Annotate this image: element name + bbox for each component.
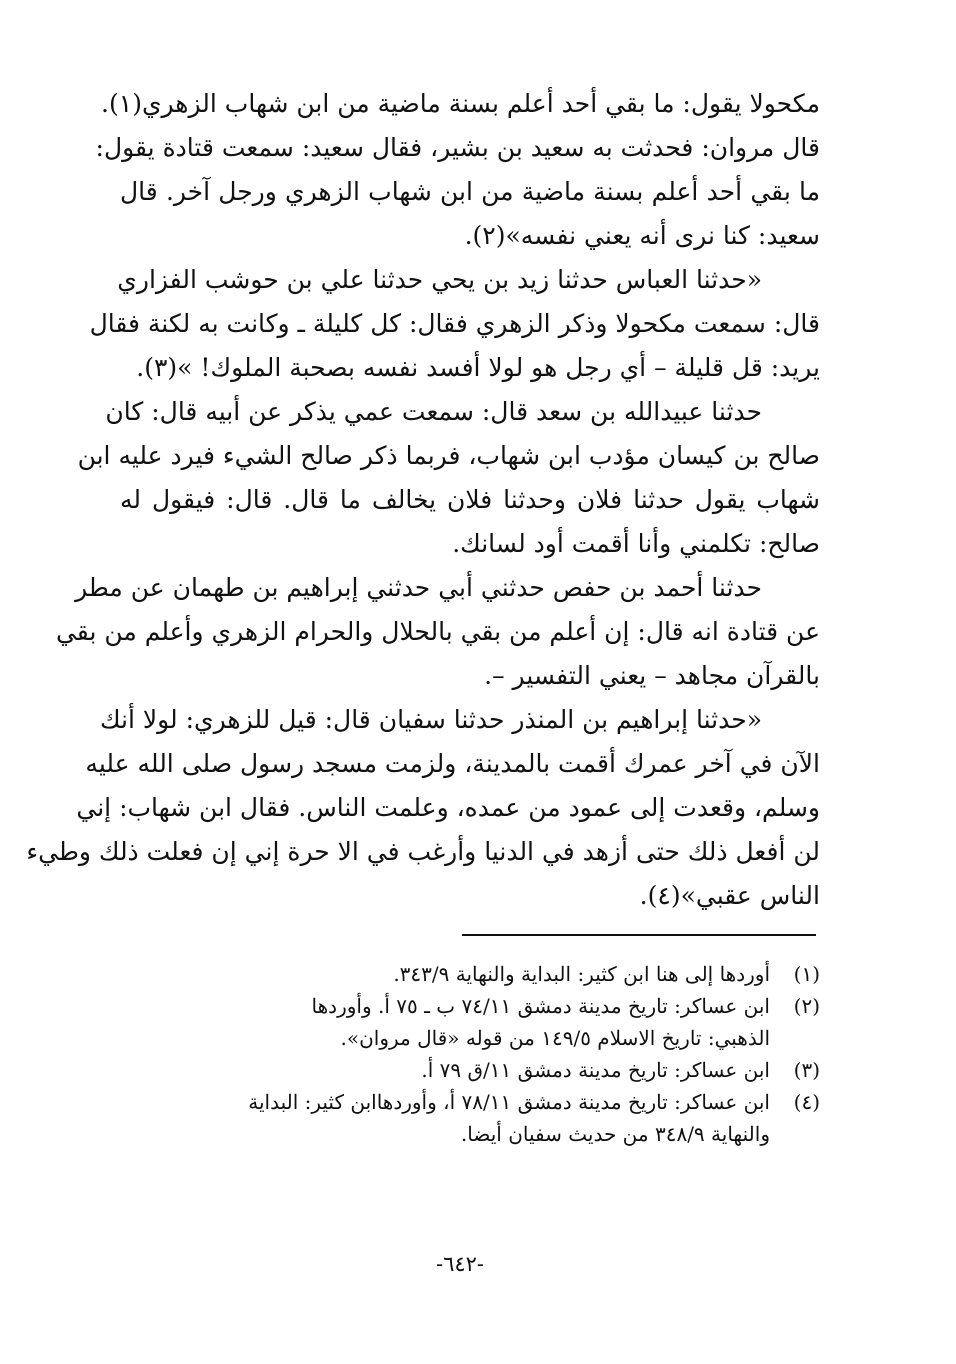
footnote-separator bbox=[462, 934, 816, 936]
main-text bbox=[26, 82, 820, 918]
text-line: ما بقي أحد أعلم بسنة ماضية من ابن شهاب الزهري ورجل آخر. قال bbox=[120, 177, 820, 206]
footnote-number: (١) bbox=[793, 962, 820, 986]
text-line: «حدثنا العباس حدثنا زيد بن يحي حدثنا علي بن حوشب الفزاري bbox=[117, 265, 762, 294]
text-line: عن قتادة انه قال: إن أعلم من بقي بالحلال والحرام الزهري وأعلم من بقي bbox=[55, 617, 820, 646]
footnote-line: ابن عساكر: تاريخ مدينة دمشق ٧٤/١١ ب ـ ٧٥ أ. وأوردها bbox=[311, 994, 770, 1018]
text-line: وسلم، وقعدت إلى عمود من عمده، وعلمت الناس. فقال ابن شهاب: إني bbox=[76, 793, 820, 822]
page-number: -٦٤٢- bbox=[435, 1252, 485, 1276]
footnote bbox=[150, 1086, 820, 1150]
footnote bbox=[150, 990, 820, 1054]
footnote-number: (٤) bbox=[793, 1090, 820, 1114]
text-line: يريد: قل قليلة – أي رجل هو لولا أفسد نفسه بصحبة الملوك! »(٣). bbox=[136, 353, 820, 382]
text-line: صالح: تكلمني وأنا أقمت أود لسانك. bbox=[452, 529, 820, 558]
footnotes bbox=[150, 958, 820, 1150]
footnote bbox=[150, 1054, 820, 1086]
footnote-text bbox=[150, 990, 770, 1054]
footnote-text bbox=[150, 1086, 770, 1150]
footnote-line: ابن عساكر: تاريخ مدينة دمشق ٧٨/١١ أ، وأوردهاابن كثير: البداية bbox=[248, 1090, 770, 1114]
text-line: صالح بن كيسان مؤدب ابن شهاب، فربما ذكر صالح الشيء فيرد عليه ابن bbox=[77, 441, 820, 470]
text-line: شهاب يقول حدثنا فلان وحدثنا فلان يخالف ما قال. قال: فيقول له bbox=[120, 485, 820, 514]
text-line: الآن في آخر عمرك أقمت بالمدينة، ولزمت مسجد رسول صلى الله عليه bbox=[85, 749, 820, 778]
text-line: بالقرآن مجاهد – يعني التفسير –. bbox=[484, 661, 820, 690]
footnote bbox=[150, 958, 820, 990]
text-line: مكحولا يقول: ما بقي أحد أعلم بسنة ماضية من ابن شهاب الزهري(١). bbox=[101, 89, 820, 118]
text-line: حدثنا عبيدالله بن سعد قال: سمعت عمي يذكر عن أبيه قال: كان bbox=[105, 397, 762, 426]
text-line: الناس عقبي»(٤). bbox=[639, 881, 820, 910]
footnote-text bbox=[150, 1054, 770, 1086]
text-line: لن أفعل ذلك حتى أزهد في الدنيا وأرغب في الا حرة إني إن فعلت ذلك وطيء bbox=[26, 837, 820, 866]
footnote-line: أوردها إلى هنا ابن كثير: البداية والنهاية ٣٤٣/٩. bbox=[393, 962, 770, 986]
text-line: قال مروان: فحدثت به سعيد بن بشير، فقال سعيد: سمعت قتادة يقول: bbox=[95, 133, 820, 162]
text-line: حدثنا أحمد بن حفص حدثني أبي حدثني إبراهيم بن طهمان عن مطر bbox=[75, 573, 762, 602]
footnote-number: (٣) bbox=[793, 1058, 820, 1082]
footnote-line: الذهبي: تاريخ الاسلام ١٤٩/٥ من قوله «قال مروان». bbox=[340, 1026, 770, 1050]
footnote-number: (٢) bbox=[793, 994, 820, 1018]
footnote-line: ابن عساكر: تاريخ مدينة دمشق ١١/ق ٧٩ أ. bbox=[421, 1058, 770, 1082]
text-line: قال: سمعت مكحولا وذكر الزهري فقال: كل كليلة ـ وكانت به لكنة فقال bbox=[89, 309, 820, 338]
text-line: سعيد: كنا نرى أنه يعني نفسه»(٢). bbox=[464, 221, 820, 250]
footnote-text bbox=[150, 958, 770, 990]
text-line: «حدثنا إبراهيم بن المنذر حدثنا سفيان قال: قيل للزهري: لولا أنك bbox=[99, 705, 762, 734]
footnote-line: والنهاية ٣٤٨/٩ من حديث سفيان أيضا. bbox=[460, 1122, 770, 1146]
